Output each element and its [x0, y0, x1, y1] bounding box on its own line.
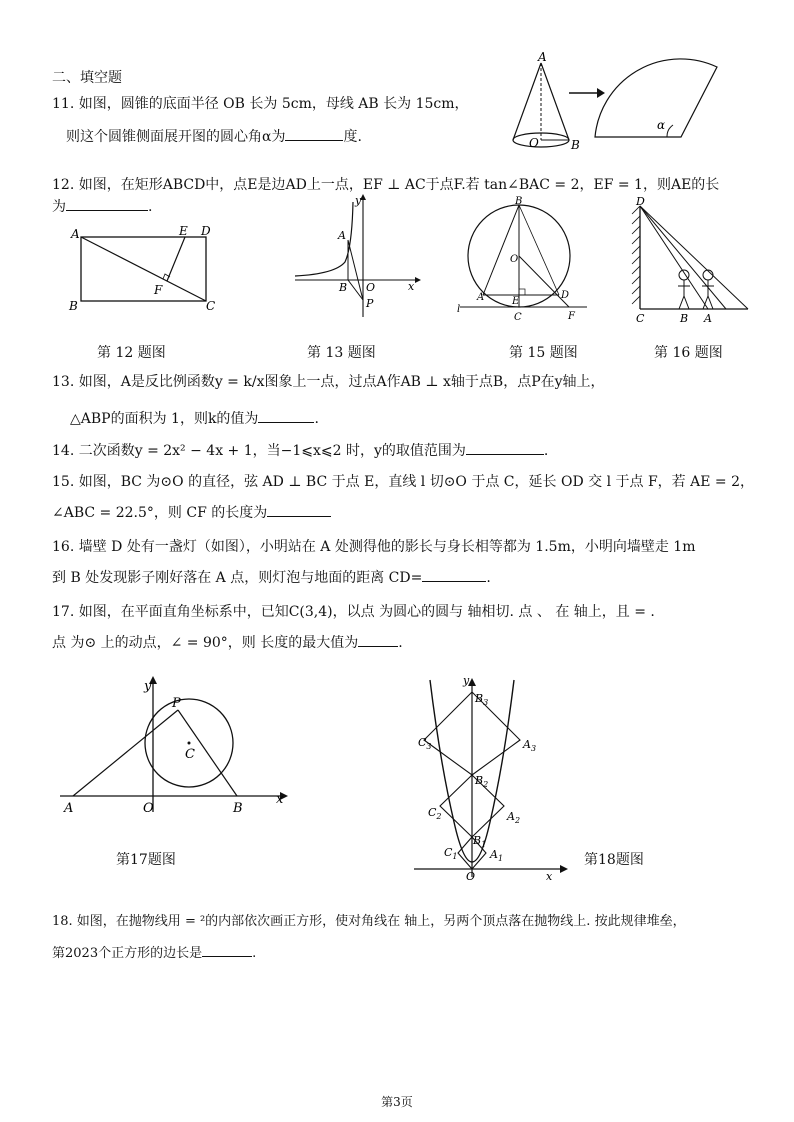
q14-answer-blank[interactable] — [466, 440, 544, 455]
fig12-caption: 第 12 题图 — [97, 345, 166, 361]
fig18-label-b3-sub: 3 — [483, 698, 489, 707]
q16-answer-blank[interactable] — [422, 567, 486, 582]
svg-text:B3 — [474, 692, 488, 707]
fig18-label-a3: A — [523, 738, 531, 751]
page-number: 第3页 — [381, 1095, 413, 1109]
q11-line2-suffix: 度. — [343, 129, 362, 145]
q12-line1: 12. 如图，在矩形ABCD中，点E是边AD上一点，EF ⊥ AC于点F.若 tan∠BAC = 2，EF = 1，则AE的长 — [52, 177, 720, 193]
fig12-label-b: B — [69, 299, 78, 313]
cone-label-a: A — [538, 50, 547, 64]
fig18-label-c2: C — [428, 806, 437, 819]
q13-line2-prefix: △ABP的面积为 1，则k的值为 — [70, 411, 259, 427]
fig15-circle — [455, 196, 595, 326]
fig18-label-a1-sub: 1 — [497, 854, 504, 863]
q13-answer-blank[interactable] — [258, 408, 314, 423]
fig18-label-b1-sub: 1 — [481, 840, 487, 849]
fig17-caption: 第17题图 — [116, 852, 176, 868]
q16-line1: 16. 墙壁 D 处有一盏灯（如图），小明站在 A 处测得他的影长与身长相等都为 1.5m，小明向墙壁走 1m — [52, 539, 696, 555]
fig12-label-a: A — [71, 227, 80, 241]
fig18-label-a2: A — [507, 810, 515, 823]
fig18-label-y: y — [463, 674, 470, 687]
q16-line2-prefix: 到 B 处发现影子刚好落在 A 点，则灯泡与地面的距离 CD= — [52, 570, 423, 586]
fig18-label-c2-sub: 2 — [436, 812, 442, 821]
svg-text:C1 — [444, 846, 458, 861]
svg-text:A2 — [506, 810, 520, 825]
q17-line2-suffix: . — [398, 635, 403, 651]
fig18-label-a1: A — [490, 848, 498, 861]
q13-line2-suffix: . — [314, 411, 319, 427]
q11-answer-blank[interactable] — [285, 126, 343, 141]
q14-suffix: . — [543, 443, 549, 459]
fig18-label-b2-sub: 2 — [483, 780, 489, 789]
q11-line1: 11. 如图，圆锥的底面半径 OB 长为 5cm，母线 AB 长为 15cm， — [52, 96, 469, 112]
fig15-label-f: F — [568, 311, 575, 322]
fig17-label-y: y — [144, 679, 152, 694]
fig18-label-o: O — [466, 870, 476, 883]
fig18-label-c3: C — [418, 736, 427, 749]
fig15-label-l: l — [457, 304, 461, 315]
fig15-label-c: C — [514, 312, 522, 323]
svg-text:A1 — [489, 848, 503, 863]
fig15-label-b: B — [515, 196, 523, 207]
fig13-label-a: A — [338, 229, 346, 242]
fig13-label-x: x — [408, 280, 415, 293]
sector-shape — [595, 59, 717, 137]
fig18-label-a3-sub: 3 — [530, 744, 537, 753]
q14-prefix: 14. 二次函数y = 2x² − 4x + 1，当−1⩽x⩽2 时，y的取值范围为 — [52, 443, 466, 459]
fig13-label-p: P — [366, 297, 374, 310]
fig15-label-o: O — [510, 254, 519, 265]
fig17-label-x: x — [276, 792, 284, 807]
cone-figure — [505, 50, 725, 155]
fig15-caption: 第 15 题图 — [509, 345, 578, 361]
q11-line2-prefix: 则这个圆锥侧面展开图的圆心角α为 — [66, 129, 286, 145]
sector-alpha: α — [657, 118, 666, 132]
q15-answer-blank[interactable] — [267, 502, 331, 517]
q18-line2 — [52, 942, 256, 964]
fig17-label-p: P — [172, 696, 181, 711]
q17-line2-prefix: 点 为⊙ 上的动点，∠ = 90°，则 长度的最大值为 — [52, 635, 359, 651]
q13-line2 — [70, 408, 319, 429]
q16-line2 — [52, 567, 491, 588]
q17-line2 — [52, 632, 403, 653]
fig18-label-c1: C — [444, 846, 453, 859]
fig18-caption: 第18题图 — [584, 852, 644, 868]
fig16-label-c: C — [636, 312, 645, 325]
q12-answer-blank[interactable] — [66, 196, 148, 211]
fig13-label-b: B — [339, 281, 348, 294]
fig15-label-d: D — [561, 290, 570, 301]
fig12-label-d: D — [201, 224, 211, 238]
fig12-label-f: F — [154, 283, 163, 297]
fig16-label-b: B — [680, 312, 689, 325]
fig13-caption: 第 13 题图 — [307, 345, 376, 361]
cone-label-o: O — [529, 136, 539, 150]
person-b-icon — [678, 270, 690, 309]
fig18-label-c3-sub: 3 — [426, 742, 432, 751]
q13-line1: 13. 如图，A是反比例函数y = k/x图象上一点，过点A作AB ⊥ x轴于点B，点P在y轴上， — [52, 374, 605, 390]
fig18-label-c1-sub: 1 — [452, 852, 458, 861]
fig17-label-c: C — [185, 747, 195, 762]
q12-line2-suffix: . — [148, 199, 153, 215]
svg-text:C2 — [428, 806, 442, 821]
q15-line2 — [52, 502, 331, 523]
q16-line2-suffix: . — [486, 570, 491, 586]
q12-line2-prefix: 为 — [52, 199, 66, 215]
svg-text:B1 — [472, 834, 486, 849]
fig15-label-e: E — [512, 296, 520, 307]
fig15-label-a: A — [477, 292, 485, 303]
q17-line1: 17. 如图，在平面直角坐标系中，已知C(3,4)，以点 为圆心的圆与 轴相切. 点 、 在 轴上，且 = . — [52, 604, 655, 620]
q15-line2-prefix: ∠ABC = 22.5°，则 CF 的长度为 — [52, 505, 268, 521]
section-title: 二、填空题 — [52, 70, 122, 86]
fig18-label-b2: B — [475, 774, 484, 787]
fig18-parabola-squares — [410, 672, 580, 882]
svg-text:B2 — [474, 774, 488, 789]
q11-line2 — [66, 126, 362, 147]
svg-text:C3 — [418, 736, 432, 751]
fig17-circle-axes — [55, 672, 295, 817]
q18-line2-suffix: . — [252, 946, 257, 961]
fig18-label-x: x — [546, 870, 553, 883]
svg-text:A3 — [522, 738, 536, 753]
fig12-label-e: E — [179, 224, 188, 238]
fig13-label-o: O — [366, 281, 376, 294]
q18-line2-prefix: 第2023个正方形的边长是 — [52, 946, 203, 961]
q18-line1: 18. 如图，在抛物线用 = ²的内部依次画正方形，使对角线在 轴上，另两个顶点落在抛物线上. 按此规律堆垒， — [52, 914, 686, 929]
q15-line1: 15. 如图，BC 为⊙O 的直径，弦 AD ⊥ BC 于点 E，直线 l 切⊙O 于点 C，延长 OD 交 l 于点 F，若 AE = 2， — [52, 474, 754, 490]
q18-answer-blank[interactable] — [202, 942, 252, 957]
fig16-label-d: D — [636, 195, 645, 208]
fig17-label-o: O — [143, 801, 154, 816]
q14-line — [52, 440, 548, 461]
q12-line2 — [52, 196, 152, 217]
fig16-label-a: A — [704, 312, 712, 325]
fig17-label-b: B — [233, 801, 243, 816]
fig16-caption: 第 16 题图 — [654, 345, 723, 361]
fig13-hyperbola — [290, 192, 425, 322]
fig17-label-a: A — [64, 801, 74, 816]
fig18-label-a2-sub: 2 — [514, 816, 521, 825]
fig12-label-c: C — [206, 299, 216, 313]
fig18-label-b3: B — [475, 692, 484, 705]
fig16-lamp — [630, 196, 760, 326]
fig13-label-y: y — [355, 194, 362, 207]
cone-label-b: B — [571, 138, 580, 152]
q17-answer-blank[interactable] — [358, 632, 398, 647]
fig18-label-b1: B — [473, 834, 482, 847]
fig12-rectangle — [66, 222, 226, 317]
